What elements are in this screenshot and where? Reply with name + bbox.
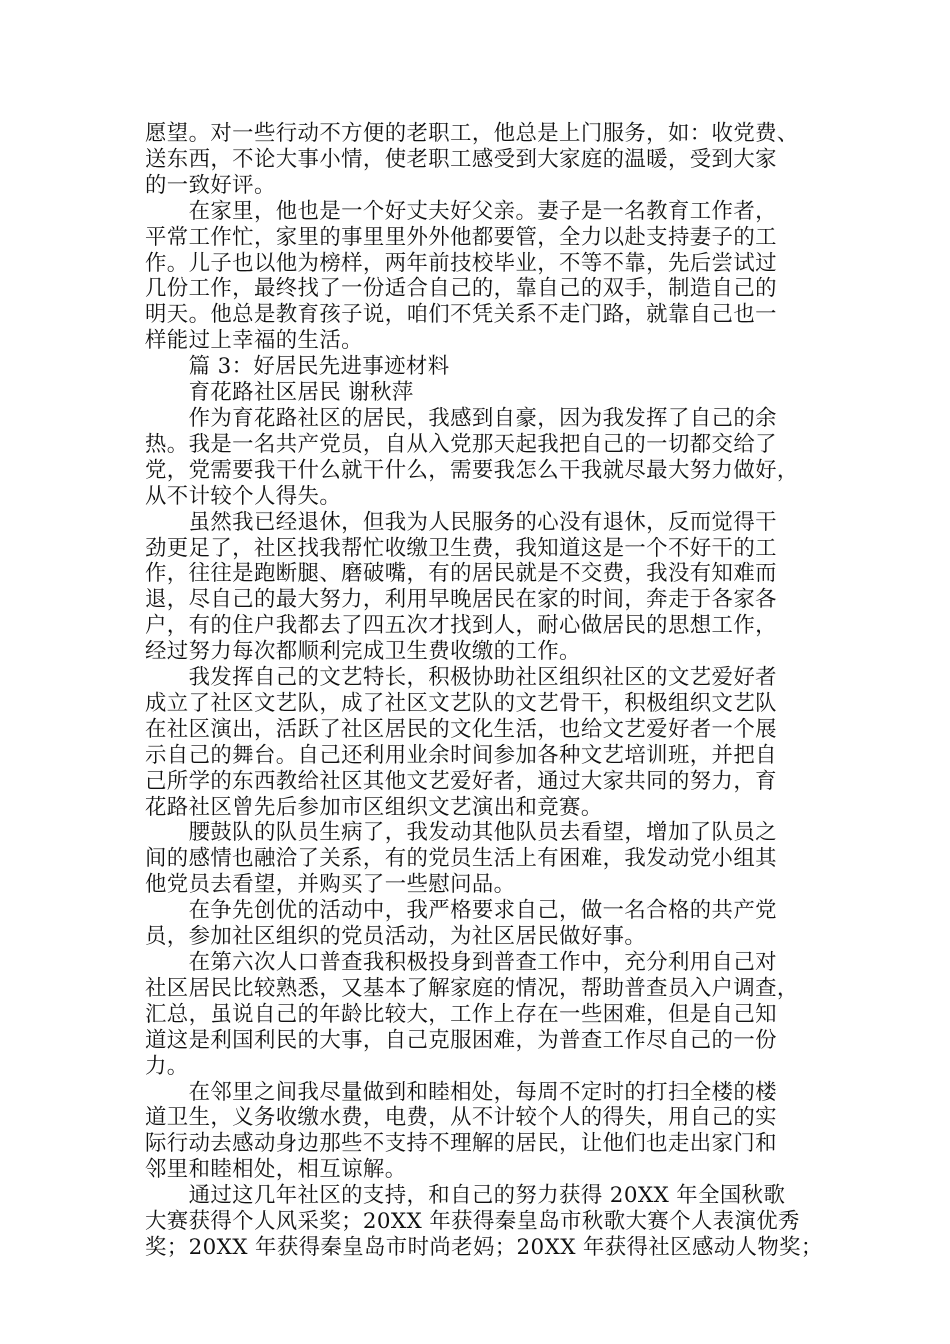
text-line: 我发挥自己的文艺特长，积极协助社区组织社区的文艺爱好者 bbox=[145, 665, 777, 691]
document-body bbox=[145, 121, 823, 1261]
text-line: 在争先创优的活动中，我严格要求自己，做一名合格的共产党 bbox=[145, 898, 777, 924]
section-heading: 篇 3：好居民先进事迹材料 bbox=[145, 354, 450, 380]
text-line: 在第六次人口普查我积极投身到普查工作中，充分利用自己对 bbox=[145, 950, 777, 975]
text-line: 退，尽自己的最大努力，利用早晚居民在家的时间，奔走于各家各 bbox=[145, 587, 777, 613]
text-line: 通过这几年社区的支持，和自己的努力获得 20XX 年全国秋歌 bbox=[145, 1183, 786, 1209]
text-line: 户，有的住户我都去了四五次才找到人，耐心做居民的思想工作， bbox=[145, 613, 777, 639]
text-line: 作，往往是跑断腿、磨破嘴，有的居民就是不交费，我没有知难而 bbox=[145, 561, 777, 587]
text-line: 在邻里之间我尽量做到和睦相处，每周不定时的打扫全楼的楼 bbox=[145, 1079, 777, 1105]
text-line: 的一致好评。 bbox=[145, 172, 276, 198]
text-line: 虽然我已经退休，但我为人民服务的心没有退休，反而觉得干 bbox=[145, 509, 777, 535]
text-line: 成立了社区文艺队，成了社区文艺队的文艺骨干，积极组织文艺队 bbox=[145, 690, 777, 716]
text-line: 社区居民比较熟悉，又基本了解家庭的情况，帮助普查员入户调查， bbox=[145, 975, 799, 1001]
author-line: 育花路社区居民 谢秋萍 bbox=[145, 380, 414, 406]
text-line: 明天。他总是教育孩子说，咱们不凭关系不走门路，就靠自己也一 bbox=[145, 302, 777, 328]
text-line: 作为育花路社区的居民，我感到自豪，因为我发挥了自己的余 bbox=[145, 405, 777, 431]
text-line: 在家里，他也是一个好丈夫好父亲。妻子是一名教育工作者， bbox=[145, 198, 777, 224]
text-line: 热。我是一名共产党员，自从入党那天起我把自己的一切都交给了 bbox=[145, 431, 777, 457]
text-line: 员，参加社区组织的党员活动，为社区居民做好事。 bbox=[145, 924, 647, 950]
text-line: 劲更足了，社区找我帮忙收缴卫生费，我知道这是一个不好干的工 bbox=[145, 535, 777, 561]
text-line: 经过努力每次都顺利完成卫生费收缴的工作。 bbox=[145, 639, 581, 665]
text-line: 道卫生，义务收缴水费，电费，从不计较个人的得失，用自己的实 bbox=[145, 1105, 777, 1131]
text-line: 平常工作忙，家里的事里里外外他都要管，全力以赴支持妻子的工 bbox=[145, 224, 777, 250]
text-line: 愿望。对一些行动不方便的老职工，他总是上门服务，如：收党费、 bbox=[145, 121, 799, 146]
text-line: 党，党需要我干什么就干什么，需要我怎么干我就尽最大努力做好， bbox=[145, 457, 799, 483]
text-line: 作。儿子也以他为榜样，两年前技校毕业，不等不靠，先后尝试过 bbox=[145, 250, 777, 276]
text-line: 力。 bbox=[145, 1053, 189, 1079]
text-line: 送东西，不论大事小情，使老职工感受到大家庭的温暖，受到大家 bbox=[145, 146, 777, 172]
text-line: 间的感情也融洽了关系，有的党员生活上有困难，我发动党小组其 bbox=[145, 846, 777, 872]
text-line: 样能过上幸福的生活。 bbox=[145, 328, 363, 354]
text-line: 示自己的舞台。自己还利用业余时间参加各种文艺培训班，并把自 bbox=[145, 742, 777, 768]
text-line: 大赛获得个人风采奖；20XX 年获得秦皇岛市秋歌大赛个人表演优秀 bbox=[145, 1209, 800, 1235]
text-line: 邻里和睦相处，相互谅解。 bbox=[145, 1157, 407, 1183]
text-line: 花路社区曾先后参加市区组织文艺演出和竞赛。 bbox=[145, 794, 603, 820]
text-line: 从不计较个人得失。 bbox=[145, 483, 342, 509]
text-line: 道这是利国利民的大事，自己克服困难，为普查工作尽自己的一份 bbox=[145, 1027, 777, 1053]
text-line: 在社区演出，活跃了社区居民的文化生活，也给文艺爱好者一个展 bbox=[145, 716, 777, 742]
text-line: 际行动去感动身边那些不支持不理解的居民，让他们也走出家门和 bbox=[145, 1131, 777, 1157]
text-line: 几份工作，最终找了一份适合自己的，靠自己的双手，制造自己的 bbox=[145, 276, 777, 302]
text-line: 他党员去看望，并购买了一些慰问品。 bbox=[145, 872, 516, 898]
text-line: 奖；20XX 年获得秦皇岛市时尚老妈；20XX 年获得社区感动人物奖； bbox=[145, 1234, 823, 1260]
text-line: 腰鼓队的队员生病了，我发动其他队员去看望，增加了队员之 bbox=[145, 820, 777, 846]
text-line: 汇总，虽说自己的年龄比较大，工作上存在一些困难，但是自己知 bbox=[145, 1001, 777, 1027]
text-line: 己所学的东西教给社区其他文艺爱好者，通过大家共同的努力，育 bbox=[145, 768, 777, 794]
document-page bbox=[145, 121, 823, 1261]
